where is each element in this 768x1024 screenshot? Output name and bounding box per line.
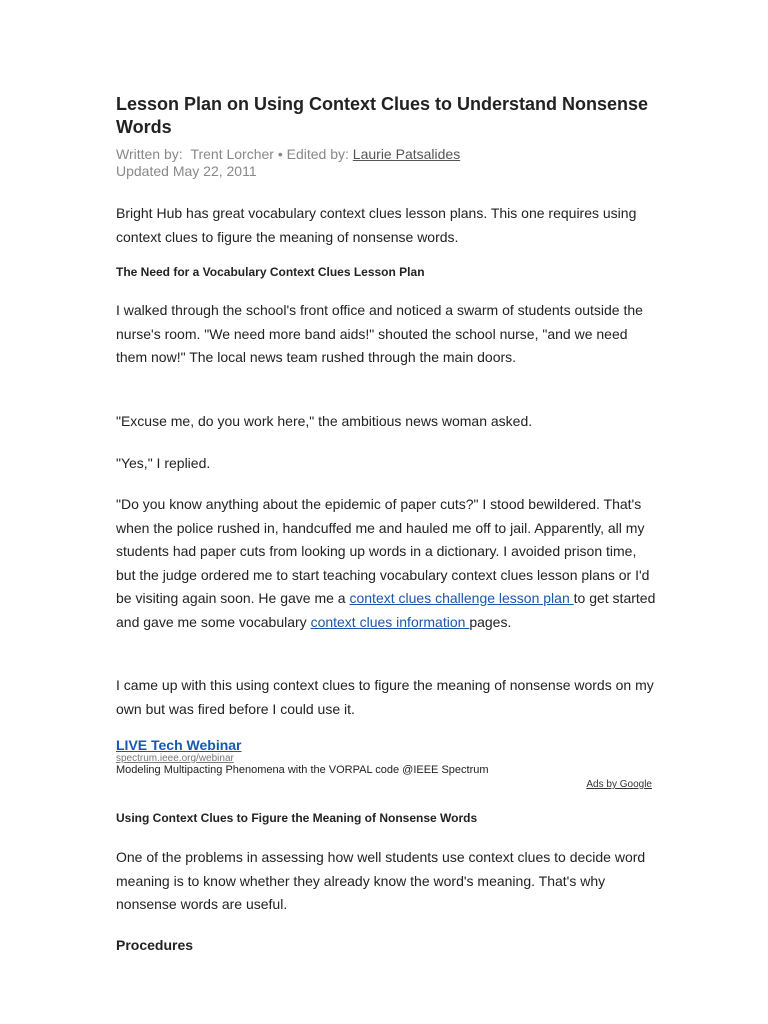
written-by-label: Written by: bbox=[116, 146, 183, 162]
section2-paragraph: One of the problems in assessing how well students use context clues to decide word meaning is to know whether they already know the word's meaning. That's why nonsense words are useful. bbox=[116, 849, 646, 912]
byline-separator: • bbox=[277, 146, 283, 162]
procedures-heading: Procedures bbox=[116, 937, 194, 953]
story-text: to get started and gave me some vocabulary bbox=[116, 590, 656, 630]
ads-by-google bbox=[116, 779, 652, 791]
article-title: Lesson Plan on Using Context Clues to Understand Nonsense Words bbox=[116, 94, 649, 137]
updated-date: Updated May 22, 2011 bbox=[116, 163, 257, 179]
edited-by-label: Edited by: bbox=[286, 146, 349, 162]
section-heading-using: Using Context Clues to Figure the Meaning of Nonsense Words bbox=[116, 811, 478, 825]
ad-title-link[interactable]: LIVE Tech Webinar bbox=[116, 737, 242, 753]
ad-url-link[interactable]: spectrum.ieee.org/webinar bbox=[116, 753, 234, 764]
story-text: "Do you know anything about the epidemic of paper cuts?" I stood bewildered. That's when the police rushed in, handcuffed me and hauled me off to jail. Apparently, all my students had paper cuts from looking up words in a dictionary. I avoided prison time, but the judge ordered me to start teaching vocabulary context clues lesson plans or I'd be visiting again soon. He gave me a bbox=[116, 496, 650, 606]
ads-by-google-link[interactable]: Ads by Google bbox=[586, 779, 652, 790]
author-name: Trent Lorcher bbox=[190, 146, 274, 162]
ad-description: Modeling Multipacting Phenomena with the VORPAL code @IEEE Spectrum bbox=[116, 764, 489, 776]
context-clues-information-link[interactable]: context clues information bbox=[310, 613, 470, 630]
story-text: pages. bbox=[469, 613, 512, 630]
byline-authors bbox=[116, 146, 656, 163]
ad-block bbox=[116, 737, 656, 777]
story-paragraph-1: I walked through the school's front office and noticed a swarm of students outside the nurse's room. "We need more band aids!" shouted the school nurse, "and we need them now!" The local news team rushed through the main doors. bbox=[116, 302, 643, 365]
intro-paragraph: Bright Hub has great vocabulary context clues lesson plans. This one requires using context clues to figure the meaning of nonsense words. bbox=[116, 205, 637, 245]
challenge-lesson-plan-link[interactable]: context clues challenge lesson plan bbox=[349, 590, 574, 606]
story-paragraph-2: "Excuse me, do you work here," the ambitious news woman asked. bbox=[116, 413, 533, 429]
story-paragraph-5: I came up with this using context clues to figure the meaning of nonsense words on my own but was fired before I could use it. bbox=[116, 677, 654, 717]
section-heading-need: The Need for a Vocabulary Context Clues Lesson Plan bbox=[116, 265, 425, 279]
story-paragraph-3: "Yes," I replied. bbox=[116, 455, 211, 471]
story-paragraph-4 bbox=[116, 493, 656, 634]
editor-link[interactable]: Laurie Patsalides bbox=[352, 146, 461, 162]
byline bbox=[116, 146, 656, 180]
